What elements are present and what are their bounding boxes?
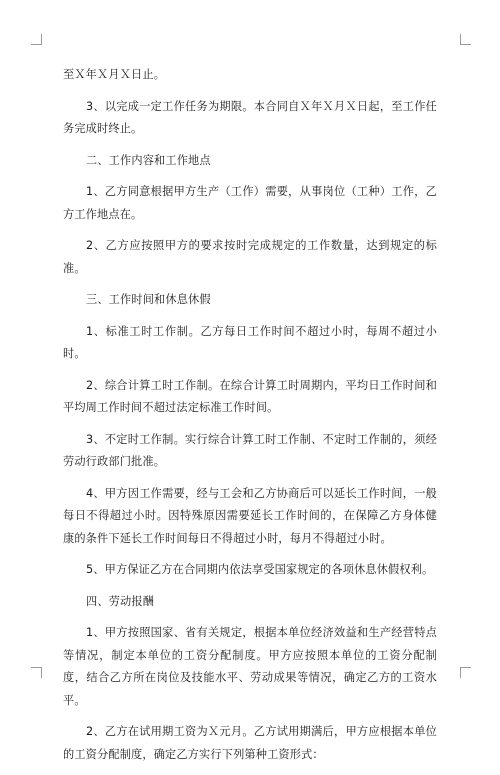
- section-heading-remuneration: 四、劳动报酬: [86, 594, 155, 608]
- crop-mark-bottom-left: [31, 667, 42, 678]
- crop-mark-top-left: [31, 34, 42, 45]
- crop-mark-bottom-right: [460, 667, 471, 678]
- paragraph-work-hours-2: 2、综合计算工时工作制。在综合计算工时周期内，平均日工作时间和平均周工作时间不超过法定标准工作时间。: [63, 378, 437, 414]
- paragraph-work-hours-4: 4、甲方因工作需要，经与工会和乙方协商后可以延长工作时间，一般每日不得超过小时。因特殊原因需要延长工作时间的，在保障乙方身体健康的条件下延长工作时间每日不得超过小时，每月不得超过小时。: [63, 486, 437, 545]
- paragraph-work-hours-5: 5、甲方保证乙方在合同期内依法享受国家规定的各项休息休假权利。: [86, 563, 434, 576]
- crop-mark-top-right: [460, 34, 471, 45]
- paragraph-continuation: 至Ｘ年Ｘ月Ｘ日止。: [63, 68, 166, 81]
- paragraph-remuneration-2: 2、乙方在试用期工资为Ｘ元月。乙方试用期满后，甲方应根据本单位的工资分配制度，确定乙方实行下列第种工资形式：: [63, 725, 437, 761]
- paragraph-work-hours-1: 1、标准工时工作制。乙方每日工作时间不超过小时，每周不超过小时。: [63, 324, 437, 360]
- section-heading-work-hours: 三、工作时间和休息休假: [86, 293, 211, 306]
- document-body: [63, 64, 437, 775]
- section-heading-work-content: 二、工作内容和工作地点: [86, 153, 211, 167]
- paragraph-remuneration-1: 1、甲方按照国家、省有关规定，根据本单位经济效益和生产经营特点等情况，制定本单位的工资分配制度。甲方应按照本单位的工资分配制度，结合乙方所在岗位及技能水平、劳动成果等情况，确定乙方的工资水平。: [63, 626, 437, 707]
- paragraph-work-content-2: 2、乙方应按照甲方的要求按时完成规定的工作数量，达到规定的标准。: [63, 239, 437, 275]
- paragraph-work-content-1: 1、乙方同意根据甲方生产（工作）需要，从事岗位（工种）工作，乙方工作地点在。: [63, 185, 437, 221]
- paragraph-term-task: 3、以完成一定工作任务为期限。本合同自Ｘ年Ｘ月Ｘ日起，至工作任务完成时终止。: [63, 99, 437, 135]
- paragraph-work-hours-3: 3、不定时工作制。实行综合计算工时工作制、不定时工作制的，须经劳动行政部门批准。: [63, 432, 437, 468]
